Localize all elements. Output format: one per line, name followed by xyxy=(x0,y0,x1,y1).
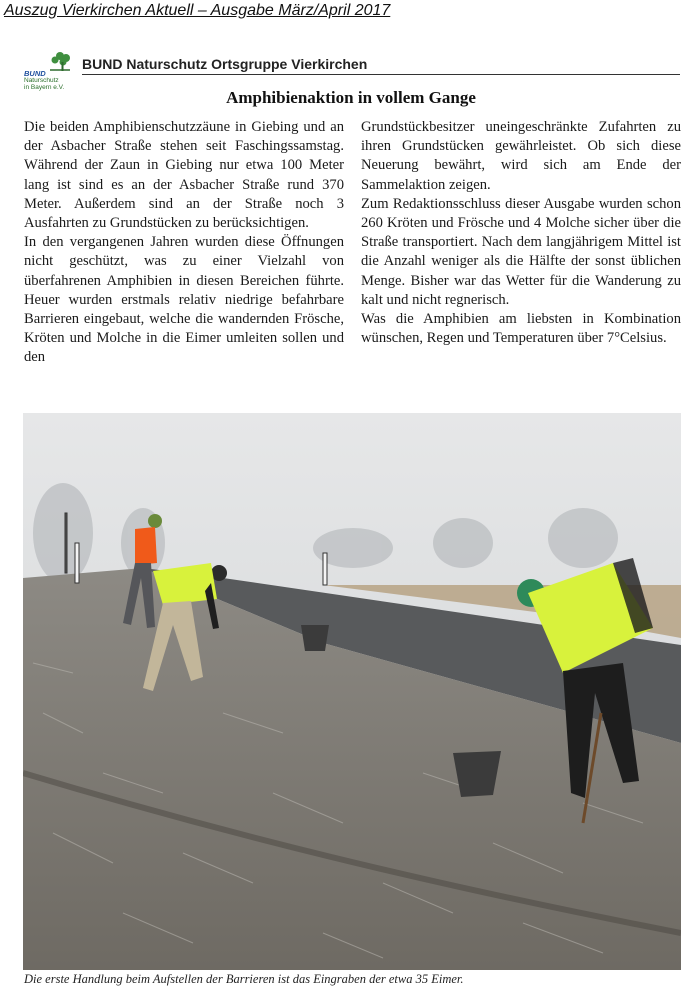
issue-header: Auszug Vierkirchen Aktuell – Ausgabe März/April 2017 xyxy=(4,2,391,19)
article-headline: Amphibienaktion in vollem Gange xyxy=(226,88,476,107)
article-column-right xyxy=(361,118,681,348)
logo-line-naturschutz: Naturschutz xyxy=(24,77,59,84)
org-divider xyxy=(82,74,680,75)
paragraph: Was die Amphibien am liebsten in Kombination wünschen, Regen und Temperaturen über 7°Celsius. xyxy=(361,311,681,347)
paragraph: Zum Redaktionsschluss dieser Ausgabe wurden schon 260 Kröten und Frösche und 4 Molche sicher über die Straße transportiert. Nach dem langjährigem Mittel ist die Anzahl weniger als die Hälfte der sonst üblichen Menge. Bisher war das Wetter für die Wanderung zu kalt und nicht regnerisch. xyxy=(361,195,681,308)
paragraph: Die beiden Amphibienschutzzäune in Giebing und an der Asbacher Straße stehen seit Faschingssamstag. Während der Zaun in Giebing nur etwa 100 Meter lang ist sind es an der Asbacher Straße rund 370 Meter. Außerdem sind an der Straße noch 3 Ausfahrten zu Grundstücken zu berücksichtigen. xyxy=(24,119,344,232)
article-photo xyxy=(23,413,681,970)
org-name: BUND Naturschutz Ortsgruppe Vierkirchen xyxy=(82,56,368,72)
photo-caption: Die erste Handlung beim Aufstellen der Barrieren ist das Eingraben der etwa 35 Eimer. xyxy=(24,972,464,986)
org-bar xyxy=(22,50,680,91)
photo-illustration xyxy=(23,413,681,970)
logo-line-bayern: in Bayern e.V. xyxy=(24,84,65,91)
logo-line-bund: BUND xyxy=(24,69,46,78)
paragraph: In den vergangenen Jahren wurden diese Öffnungen nicht geschützt, was zu einer Vielzahl von überfahrenen Amphibien in diesen Bereichen führte. Heuer wurden erstmals relativ niedrige befahrbare Barrieren eingebaut, welche die wandernden Frösche, Kröten und Molche in die Eimer umleiten sollen und den xyxy=(24,234,344,366)
paragraph: Grundstückbesitzer uneingeschränkte Zufahrten zu ihren Grundstücken gewährleistet. Ob sich diese Neuerung bewährt, wird sich am Ende der Sammelaktion zeigen. xyxy=(361,119,681,193)
article-column-left xyxy=(24,118,344,368)
